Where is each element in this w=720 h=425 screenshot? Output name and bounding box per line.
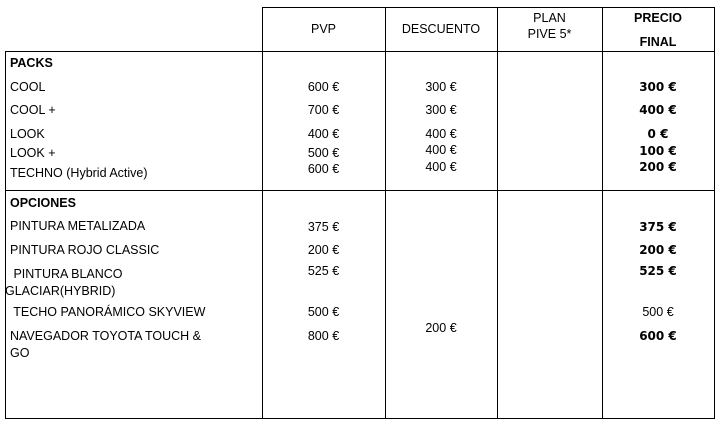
col-divider-1 xyxy=(262,7,263,419)
pack-pvp: 700 € xyxy=(307,103,340,117)
option-name: TECHO PANORÁMICO SKYVIEW xyxy=(10,305,206,319)
pack-descuento: 300 € xyxy=(425,80,457,94)
header-pvp: PVP xyxy=(310,22,336,36)
opciones-shared-descuento: 200 € xyxy=(425,321,457,335)
option-pvp: 525 € xyxy=(307,264,340,278)
pack-final: 400 € xyxy=(639,103,677,117)
option-final: 525 € xyxy=(639,264,677,278)
option-name: PINTURA ROJO CLASSIC xyxy=(10,243,160,257)
pack-pvp: 600 € xyxy=(307,80,340,94)
table-top-border xyxy=(262,7,715,8)
option-final: 375 € xyxy=(639,220,677,234)
option-pvp: 500 € xyxy=(307,305,340,319)
header-descuento: DESCUENTO xyxy=(401,22,481,36)
option-name: PINTURA METALIZADA xyxy=(10,219,146,233)
option-name-line1: PINTURA BLANCO xyxy=(10,267,123,281)
option-final: 200 € xyxy=(639,243,677,257)
header-precio-line1: PRECIO xyxy=(634,11,682,25)
pack-descuento: 400 € xyxy=(425,127,457,141)
pack-descuento: 400 € xyxy=(425,160,457,174)
packs-title: PACKS xyxy=(10,56,53,70)
col-divider-3 xyxy=(497,7,498,419)
pack-final: 0 € xyxy=(647,127,669,141)
pack-pvp: 600 € xyxy=(307,162,340,176)
option-pvp: 200 € xyxy=(307,243,340,257)
pack-descuento: 300 € xyxy=(425,103,457,117)
pack-pvp: 500 € xyxy=(307,146,340,160)
option-pvp: 375 € xyxy=(307,220,340,234)
packs-bottom-border xyxy=(5,190,715,191)
pack-final: 200 € xyxy=(639,160,677,174)
option-name-line2: GO xyxy=(10,346,30,360)
right-border xyxy=(714,7,715,419)
option-name-line2: GLACIAR(HYBRID) xyxy=(5,284,116,298)
pack-name: COOL + xyxy=(10,103,56,117)
col-divider-2 xyxy=(385,7,386,419)
option-final: 600 € xyxy=(639,329,677,343)
option-name-line1: NAVEGADOR TOYOTA TOUCH & xyxy=(10,329,202,343)
option-pvp: 800 € xyxy=(307,329,340,343)
col-divider-4 xyxy=(602,7,603,419)
header-plan-line1: PLAN xyxy=(533,11,566,25)
pack-pvp: 400 € xyxy=(307,127,340,141)
opciones-title: OPCIONES xyxy=(10,196,76,210)
pack-descuento: 400 € xyxy=(425,143,457,157)
pack-name: TECHNO (Hybrid Active) xyxy=(10,166,148,180)
pack-name: LOOK xyxy=(10,127,45,141)
table-bottom-border xyxy=(5,418,715,419)
left-border xyxy=(5,51,6,419)
header-plan-line2: PIVE 5* xyxy=(527,27,572,41)
option-final: 500 € xyxy=(642,305,674,319)
pack-final: 300 € xyxy=(639,80,677,94)
pack-name: COOL xyxy=(10,80,46,94)
pack-final: 100 € xyxy=(639,144,677,158)
header-precio-line2: FINAL xyxy=(639,35,677,49)
header-bottom-border xyxy=(5,51,715,52)
pack-name: LOOK + xyxy=(10,146,56,160)
